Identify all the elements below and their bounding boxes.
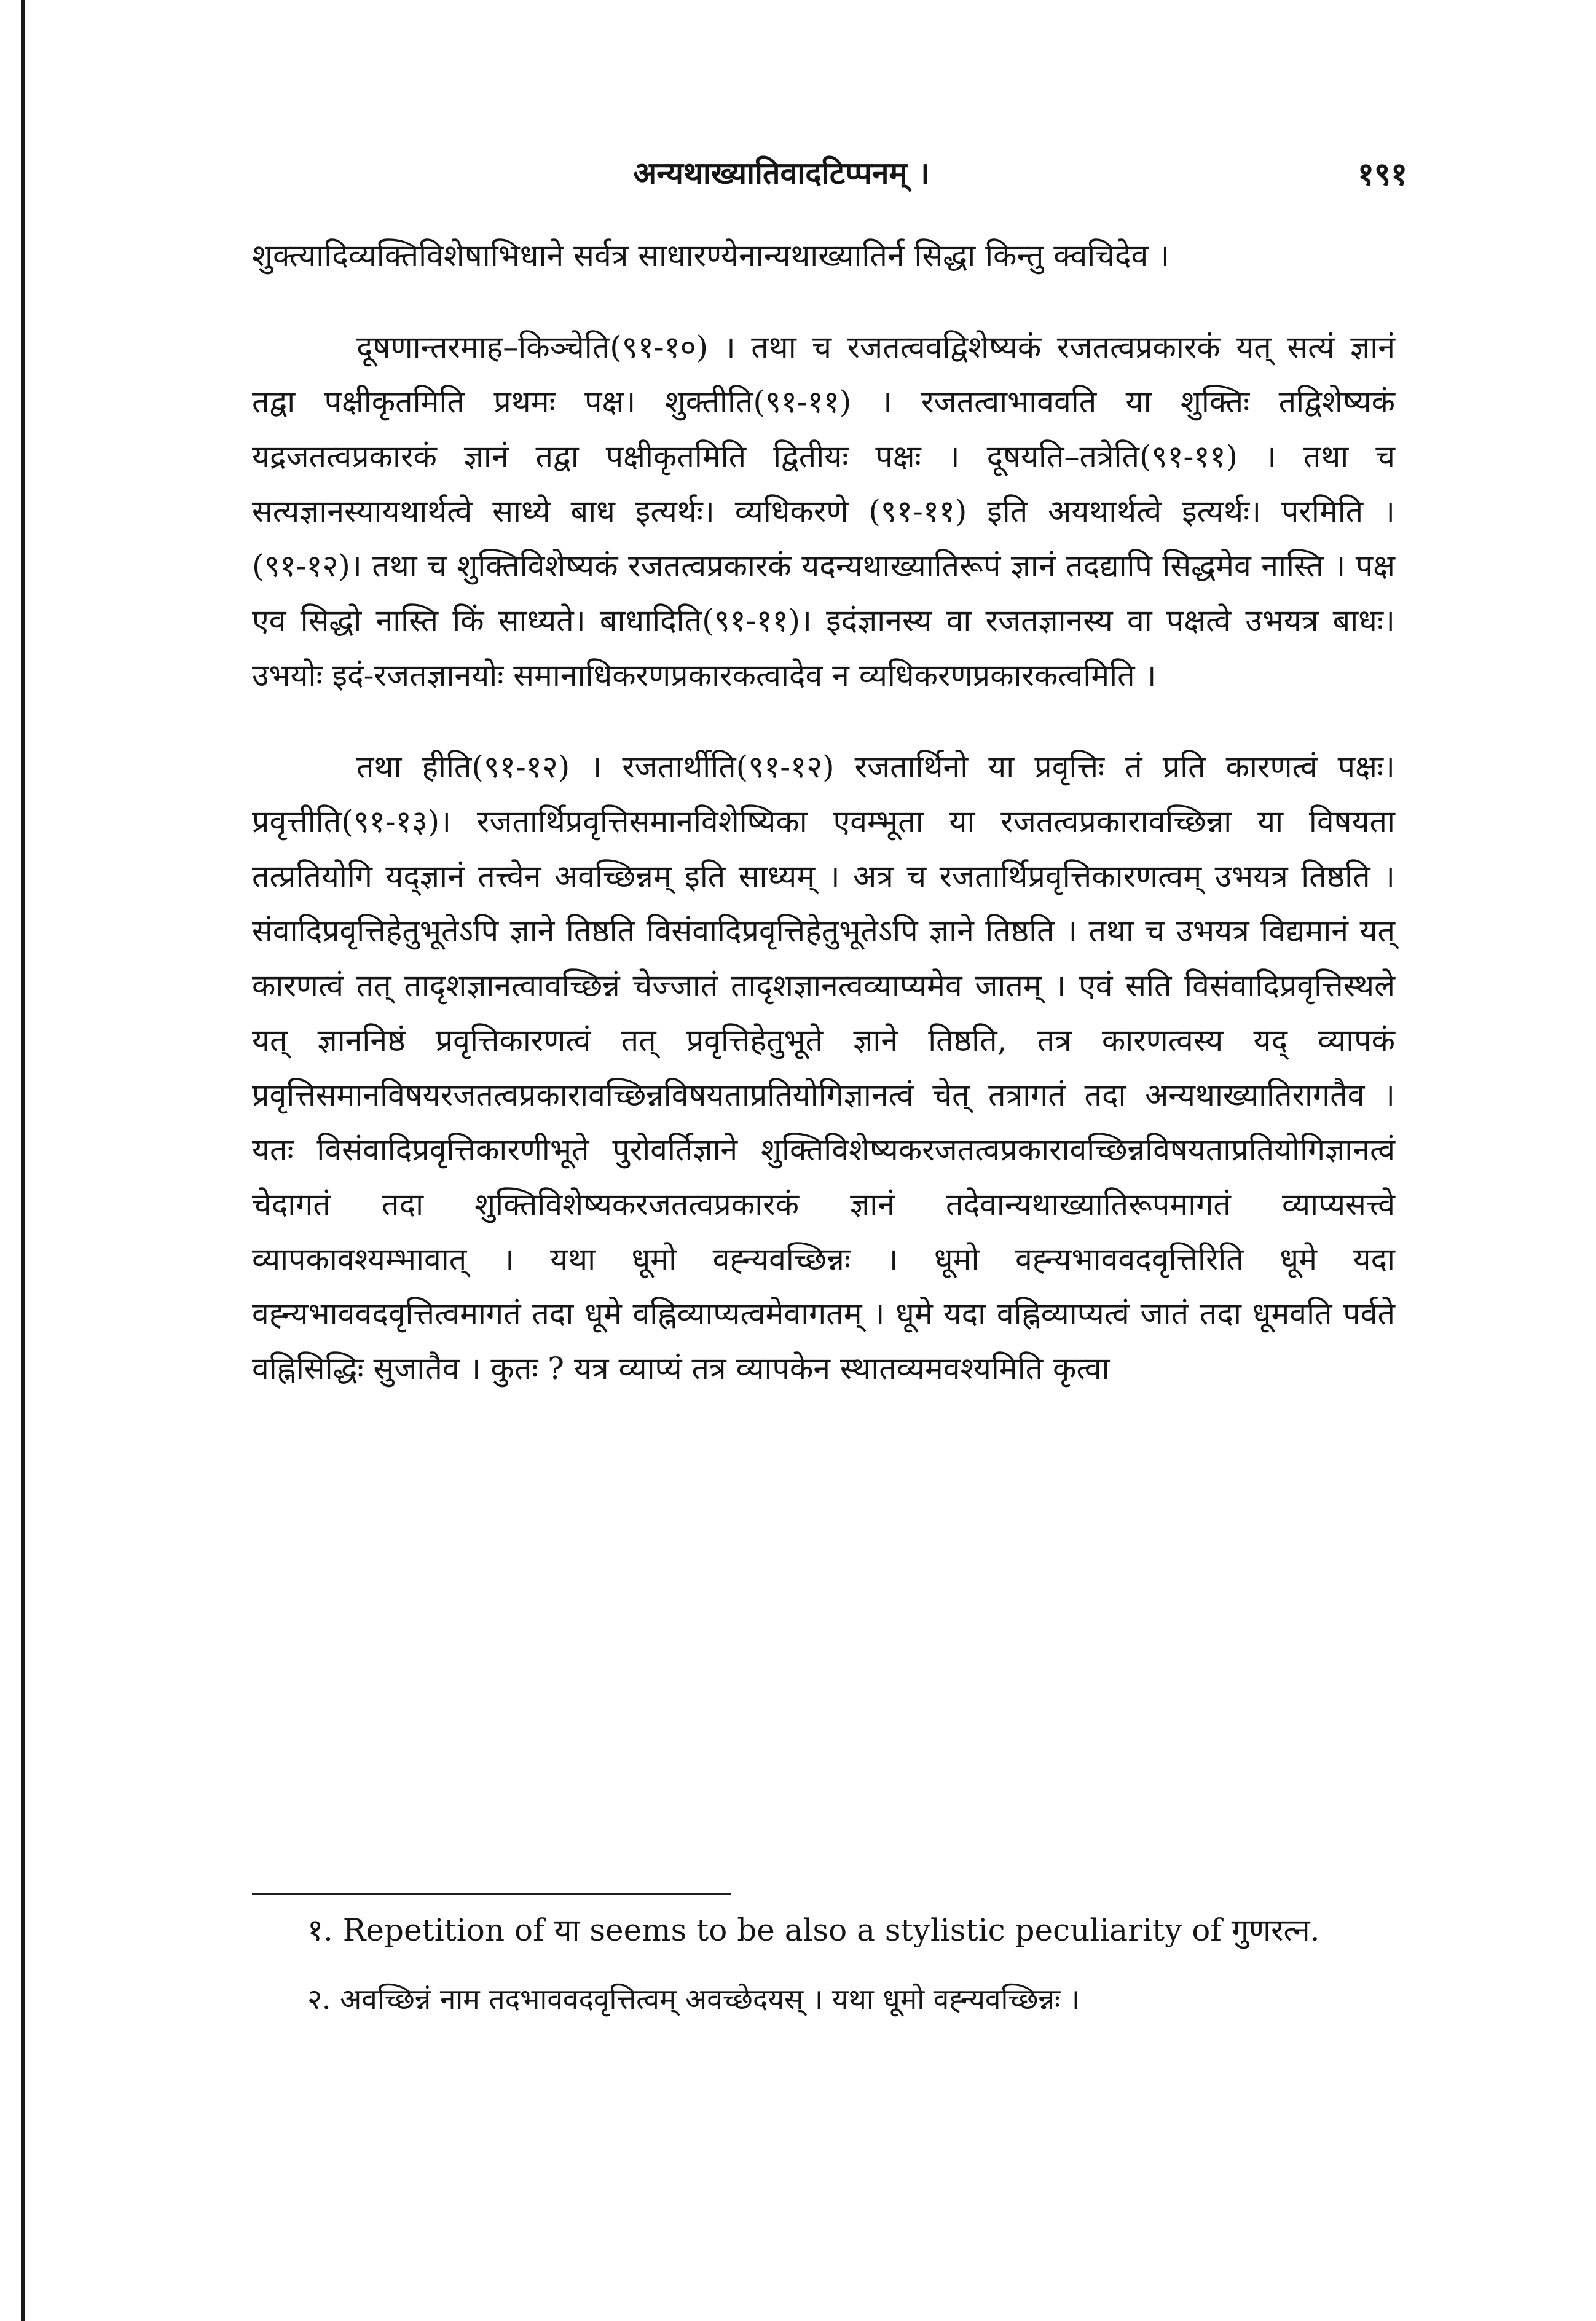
page-binding-edge bbox=[21, 0, 25, 2321]
running-title: अन्यथाख्यातिवादटिप्पनम् । bbox=[633, 155, 930, 191]
paragraph-objection: दूषणान्तरमाह–किञ्चेति(९१-१०) । तथा च रजतत्ववद्विशेष्यकं रजतत्वप्रकारकं यत् सत्यं ज्ञानं तद्वा पक्षीकृतमिति प्रथमः पक्ष। शुक्तीति(९१-११) । रजतत्वाभाववति या शुक्तिः तद्विशेष्यकं यद्रजतत्वप्रकारकं ज्ञानं तद्वा पक्षीकृतमिति द्वितीयः पक्षः । दूषयति–तत्रेति(९१-११) । तथा च सत्यज्ञानस्यायथार्थत्वे साध्ये बाध इत्यर्थः। व्यधिकरणे (९१-११) इति अयथार्थत्वे इत्यर्थः। परमिति । (९१-१२)। तथा च शुक्तिविशेष्यकं रजतत्वप्रकारकं यदन्यथाख्यातिरूपं ज्ञानं तदद्यापि सिद्धमेव नास्ति । पक्ष एव सिद्धो नास्ति किं साध्यते। बाधादिति(९१-११)। इदंज्ञानस्य वा रजतज्ञानस्य वा पक्षत्वे उभयत्र बाधः। उभयोः इदं-रजतज्ञानयोः समानाधिकरणप्रकारकत्वादेव न व्यधिकरणप्रकारकत्वमिति । bbox=[252, 329, 1395, 693]
footnotes bbox=[234, 1907, 1401, 2022]
footnote-separator bbox=[252, 1893, 731, 1895]
page-number: १९१ bbox=[1357, 155, 1407, 193]
page-header bbox=[252, 140, 1407, 195]
footnote-2: २. अवच्छिन्नं नाम तदभाववदवृत्तित्वम् अवच्छेदयस् । यथा धूमो वह्न्यवच्छिन्नः । bbox=[307, 1982, 1080, 2016]
paragraph-continued: शुक्त्यादिव्यक्तिविशेषाभिधाने सर्वत्र साधारण्येनान्यथाख्यातिर्न सिद्धा किन्तु क्वचिदेव । bbox=[252, 238, 1170, 273]
paragraph-explanation: तथा हीति(९१-१२) । रजतार्थीति(९१-१२) रजतार्थिनो या प्रवृत्तिः तं प्रति कारणत्वं पक्षः। प्रवृत्तीति(९१-१३)। रजतार्थिप्रवृत्तिसमानविशेष्यिका एवम्भूता या रजतत्वप्रकारावच्छिन्ना या विषयता तत्प्रतियोगि यद्ज्ञानं तत्त्वेन अवच्छिन्नम् इति साध्यम् । अत्र च रजतार्थिप्रवृत्तिकारणत्वम् उभयत्र तिष्ठति । संवादिप्रवृत्तिहेतुभूतेऽपि ज्ञाने तिष्ठति विसंवादिप्रवृत्तिहेतुभूतेऽपि ज्ञाने तिष्ठति । तथा च उभयत्र विद्यमानं यत् कारणत्वं तत् तादृशज्ञानत्वावच्छिन्नं चेज्जातं तादृशज्ञानत्वव्याप्यमेव जातम् । एवं सति विसंवादिप्रवृत्तिस्थले यत् ज्ञाननिष्ठं प्रवृत्तिकारणत्वं तत् प्रवृत्तिहेतुभूते ज्ञाने तिष्ठति, तत्र कारणत्वस्य यद् व्यापकं प्रवृत्तिसमानविषयरजतत्वप्रकारावच्छिन्नविषयताप्रतियोगिज्ञानत्वं चेत् तत्रागतं तदा अन्यथाख्यातिरागतैव । यतः विसंवादिप्रवृत्तिकारणीभूते पुरोवर्तिज्ञाने शुक्तिविशेष्यकरजतत्वप्रकारावच्छिन्नविषयताप्रतियोगिज्ञानत्वं चेदागतं तदा शुक्तिविशेष्यकरजतत्वप्रकारकं ज्ञानं तदेवान्यथाख्यातिरूपमागतं व्याप्यसत्त्वे व्यापकावश्यम्भावात् । यथा धूमो वह्न्यवच्छिन्नः । धूमो वह्न्यभाववदवृत्तिरिति धूमे यदा वह्न्यभाववदवृत्तित्वमागतं तदा धूमे वह्निव्याप्यत्वमेवागतम् । धूमे यदा वह्निव्याप्यत्वं जातं तदा धूमवति पर्वते वह्निसिद्धिः सुजातैव । कुतः ? यत्र व्याप्यं तत्र व्यापकेन स्थातव्यमवश्यमिति कृत्वा bbox=[252, 749, 1395, 1386]
main-text bbox=[252, 229, 1395, 1396]
paragraph-gap bbox=[252, 703, 1395, 740]
footnote-1: १. Repetition of या seems to be also a stylistic peculiarity of गुणरत्न. bbox=[307, 1912, 1320, 1948]
paragraph-gap bbox=[252, 283, 1395, 320]
